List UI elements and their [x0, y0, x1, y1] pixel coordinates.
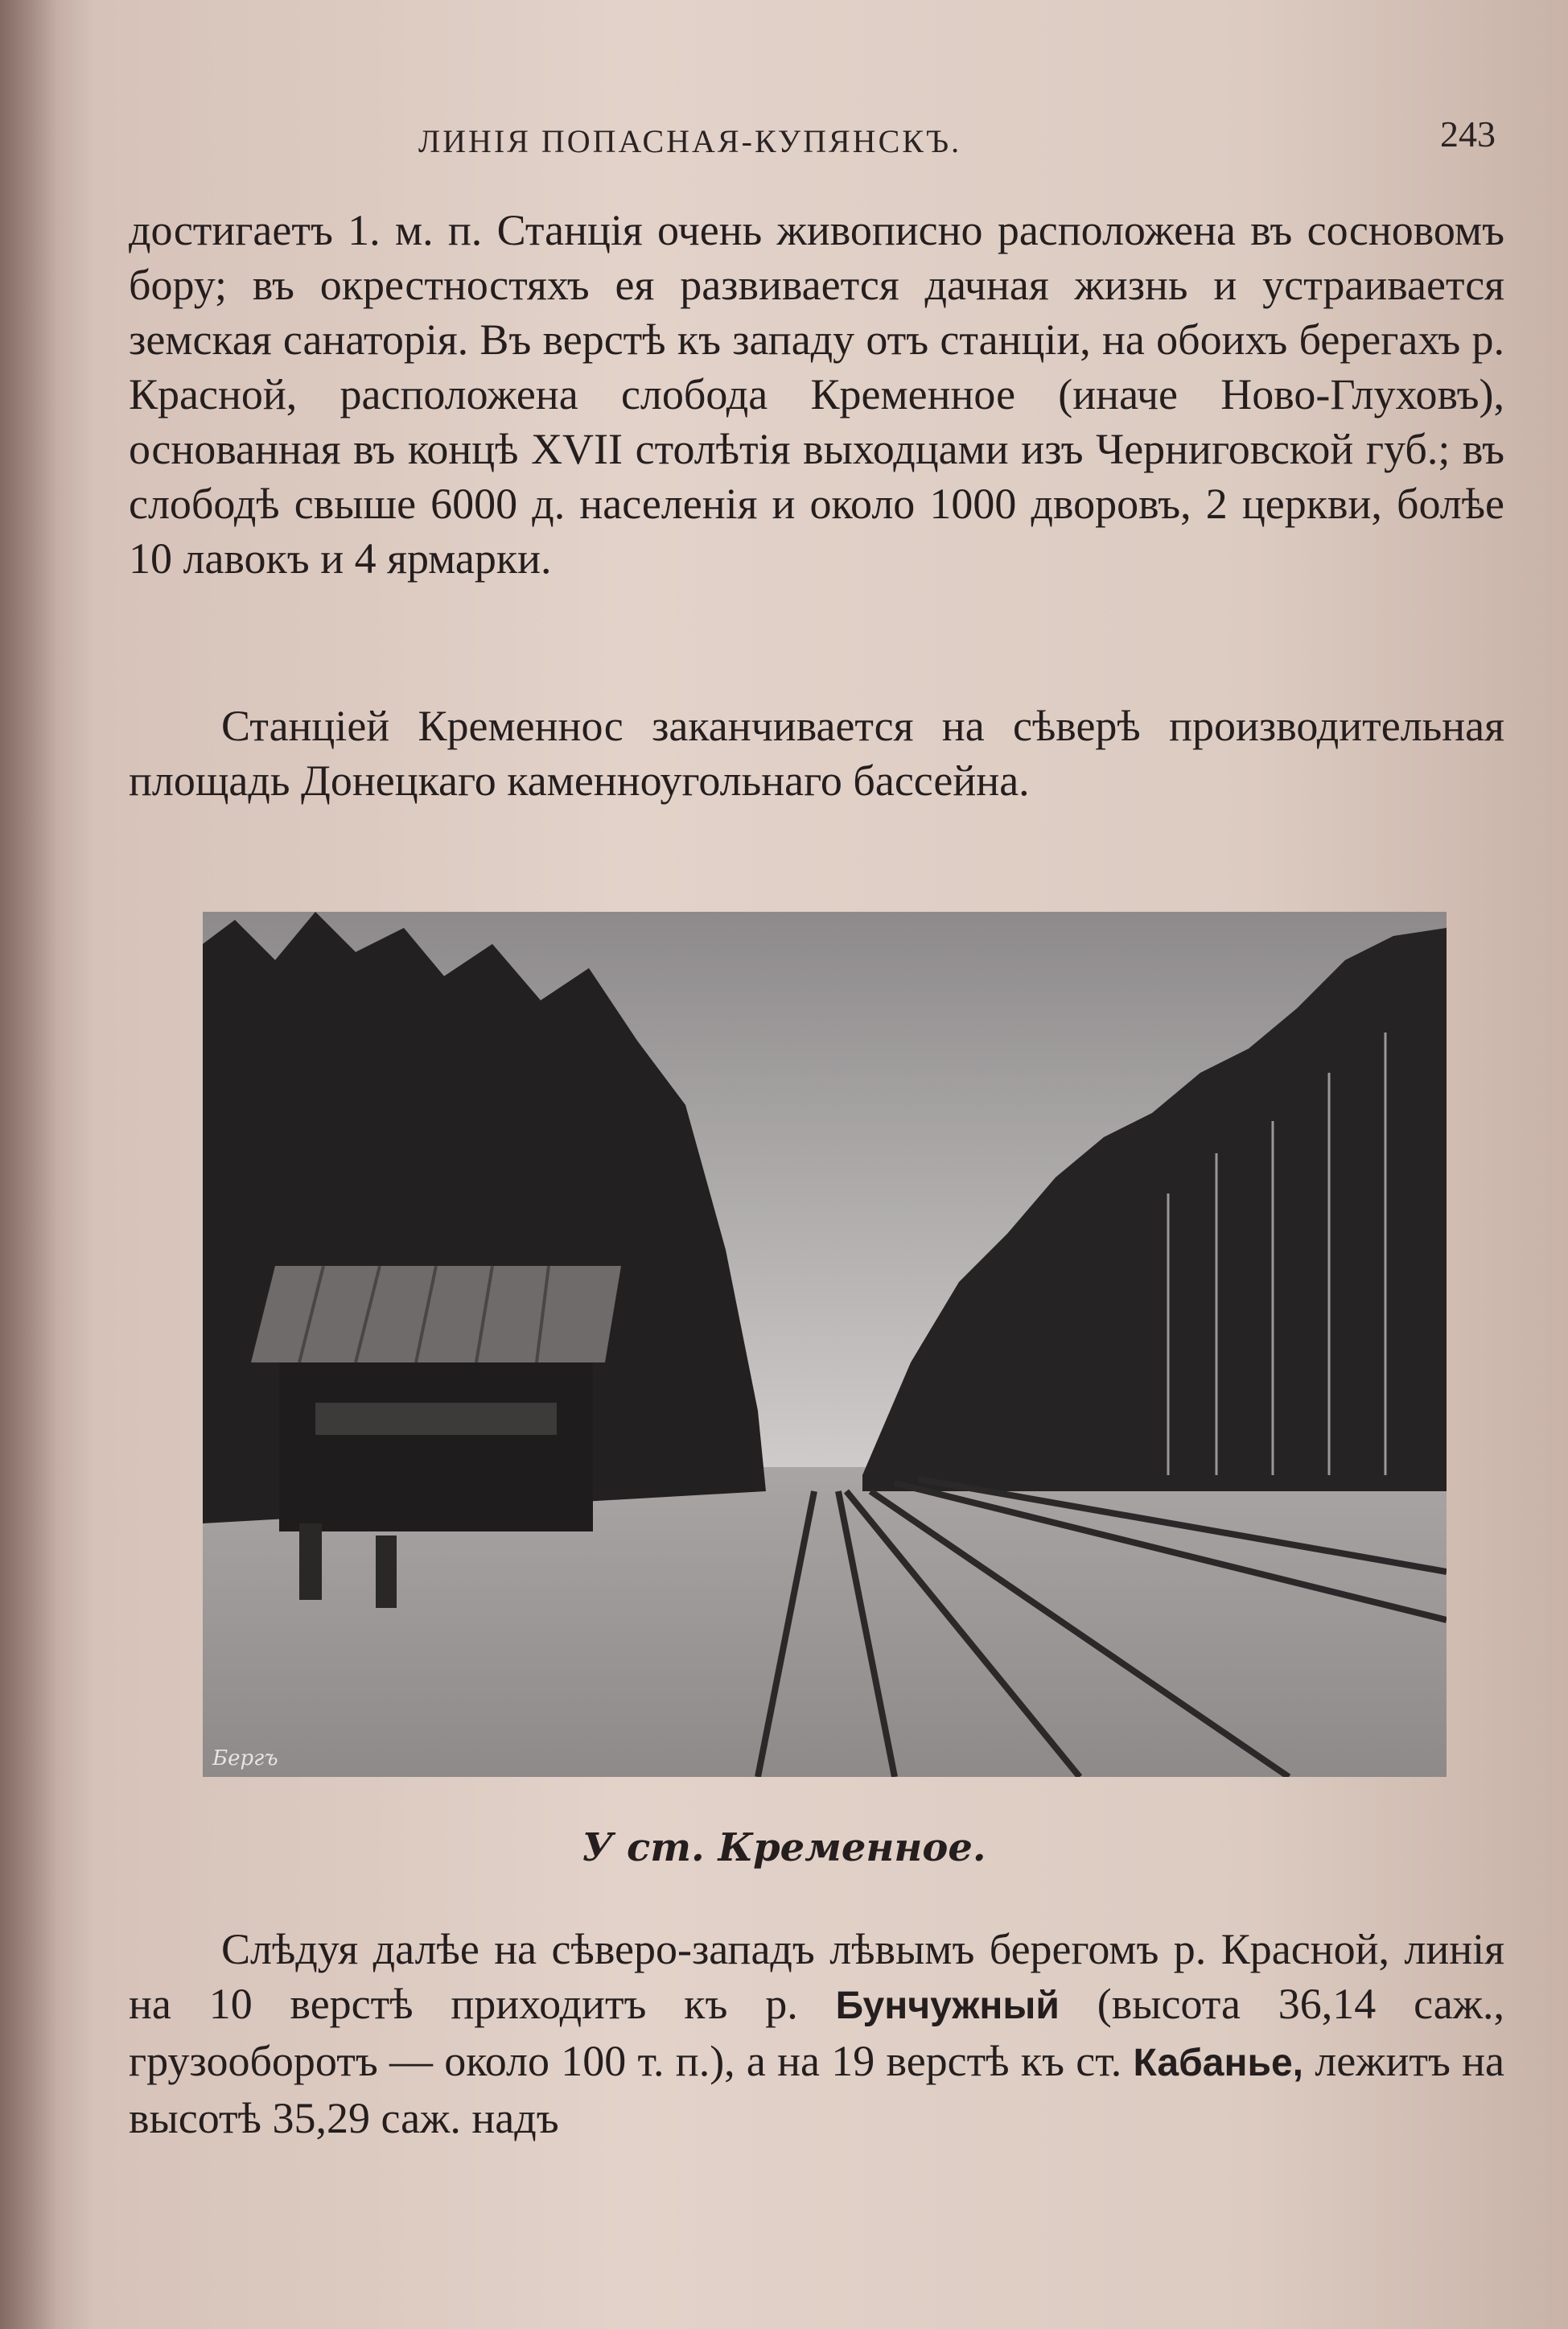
paragraph-2	[129, 699, 1504, 808]
paragraph-3-part-a: Слѣдуя далѣе на сѣверо-западъ лѣвымъ берегомъ р. Красной, линія на 10 верстѣ приходитъ къ р.	[129, 1925, 1504, 2028]
station-photo-drawing	[203, 912, 1447, 1777]
river-name-bunchuzhny: Бунчужный	[835, 1985, 1060, 2027]
running-title: ЛИНІЯ ПОПАСНАЯ-КУПЯНСКЪ.	[418, 123, 962, 159]
building-roof	[251, 1266, 621, 1362]
building-windows	[315, 1403, 557, 1435]
paragraph-3-part-b: (высота 36,14 саж., грузооборотъ — около 100 т. п.), а на 19 верстѣ къ ст.	[129, 1980, 1505, 2085]
paragraph-2-text: Станціей Кременнос заканчивается на сѣверѣ производительная площадь Донецкаго каменноугольнаго бассейна.	[129, 702, 1504, 805]
page-spine-shadow	[0, 0, 56, 2329]
building-wall	[279, 1362, 593, 1531]
paragraph-3	[129, 1922, 1504, 2146]
paragraph-3-text	[129, 1922, 1504, 2146]
person-1	[299, 1523, 322, 1600]
photo-signature: Бергъ	[212, 1746, 278, 1770]
paragraph-1	[129, 203, 1504, 586]
photo-caption: У ст. Кременное.	[582, 1825, 986, 1870]
running-head	[0, 113, 1568, 177]
paragraph-1-text: достигаетъ 1. м. п. Станція очень живописно расположена въ сосновомъ бору; въ окрестностяхъ ея развивается дачная жизнь и устраивается земская санаторія. Въ верстѣ къ западу отъ станціи, на обоихъ берегахъ р. Красной, расположена слобода Кременное (иначе Ново-Глуховъ), основанная въ концѣ XVII столѣтія выходцами изъ Черниговской губ.; въ слободѣ свыше 6000 д. населенія и около 1000 дворовъ, 2 церкви, болѣе 10 лавокъ и 4 ярмарки.	[129, 206, 1504, 583]
station-photo	[203, 912, 1447, 1777]
page-number: 243	[1440, 113, 1496, 155]
person-2	[376, 1535, 397, 1608]
paragraph-3-part-c: лежитъ на высотѣ 35,29 саж. надъ	[129, 2037, 1505, 2142]
station-name-kabanye: Кабанье,	[1133, 2042, 1303, 2084]
